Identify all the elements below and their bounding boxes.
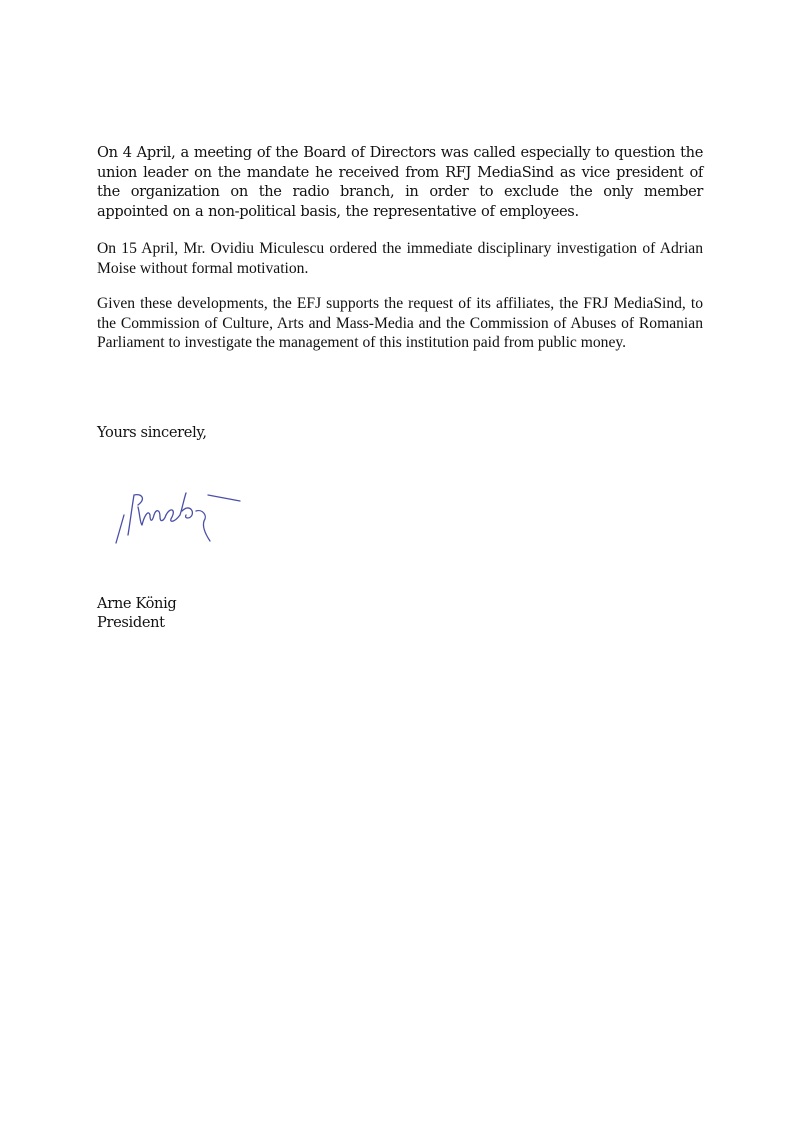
signatory-title: President xyxy=(97,614,165,631)
handwritten-signature xyxy=(112,485,262,555)
paragraph-disciplinary-investigation: On 15 April, Mr. Ovidiu Miculescu ordered the immediate disciplinary investigation of Adrian Moise without formal motivation. xyxy=(97,240,703,277)
paragraph-board-meeting: On 4 April, a meeting of the Board of Directors was called especially to question the union leader on the mandate he received from RFJ MediaSind as vice president of the organization on the radio branch, in order to exclude the only member appointed on a non-political basis, the representative of employees. xyxy=(97,144,703,220)
closing-salutation: Yours sincerely, xyxy=(97,424,207,441)
paragraph-efj-support: Given these developments, the EFJ supports the request of its affiliates, the FRJ MediaSind, to the Commission of Culture, Arts and Mass-Media and the Commission of Abuses of Romanian Parliament to investigate the management of this institution paid from public money. xyxy=(97,295,703,351)
signatory-name: Arne König xyxy=(97,595,177,612)
